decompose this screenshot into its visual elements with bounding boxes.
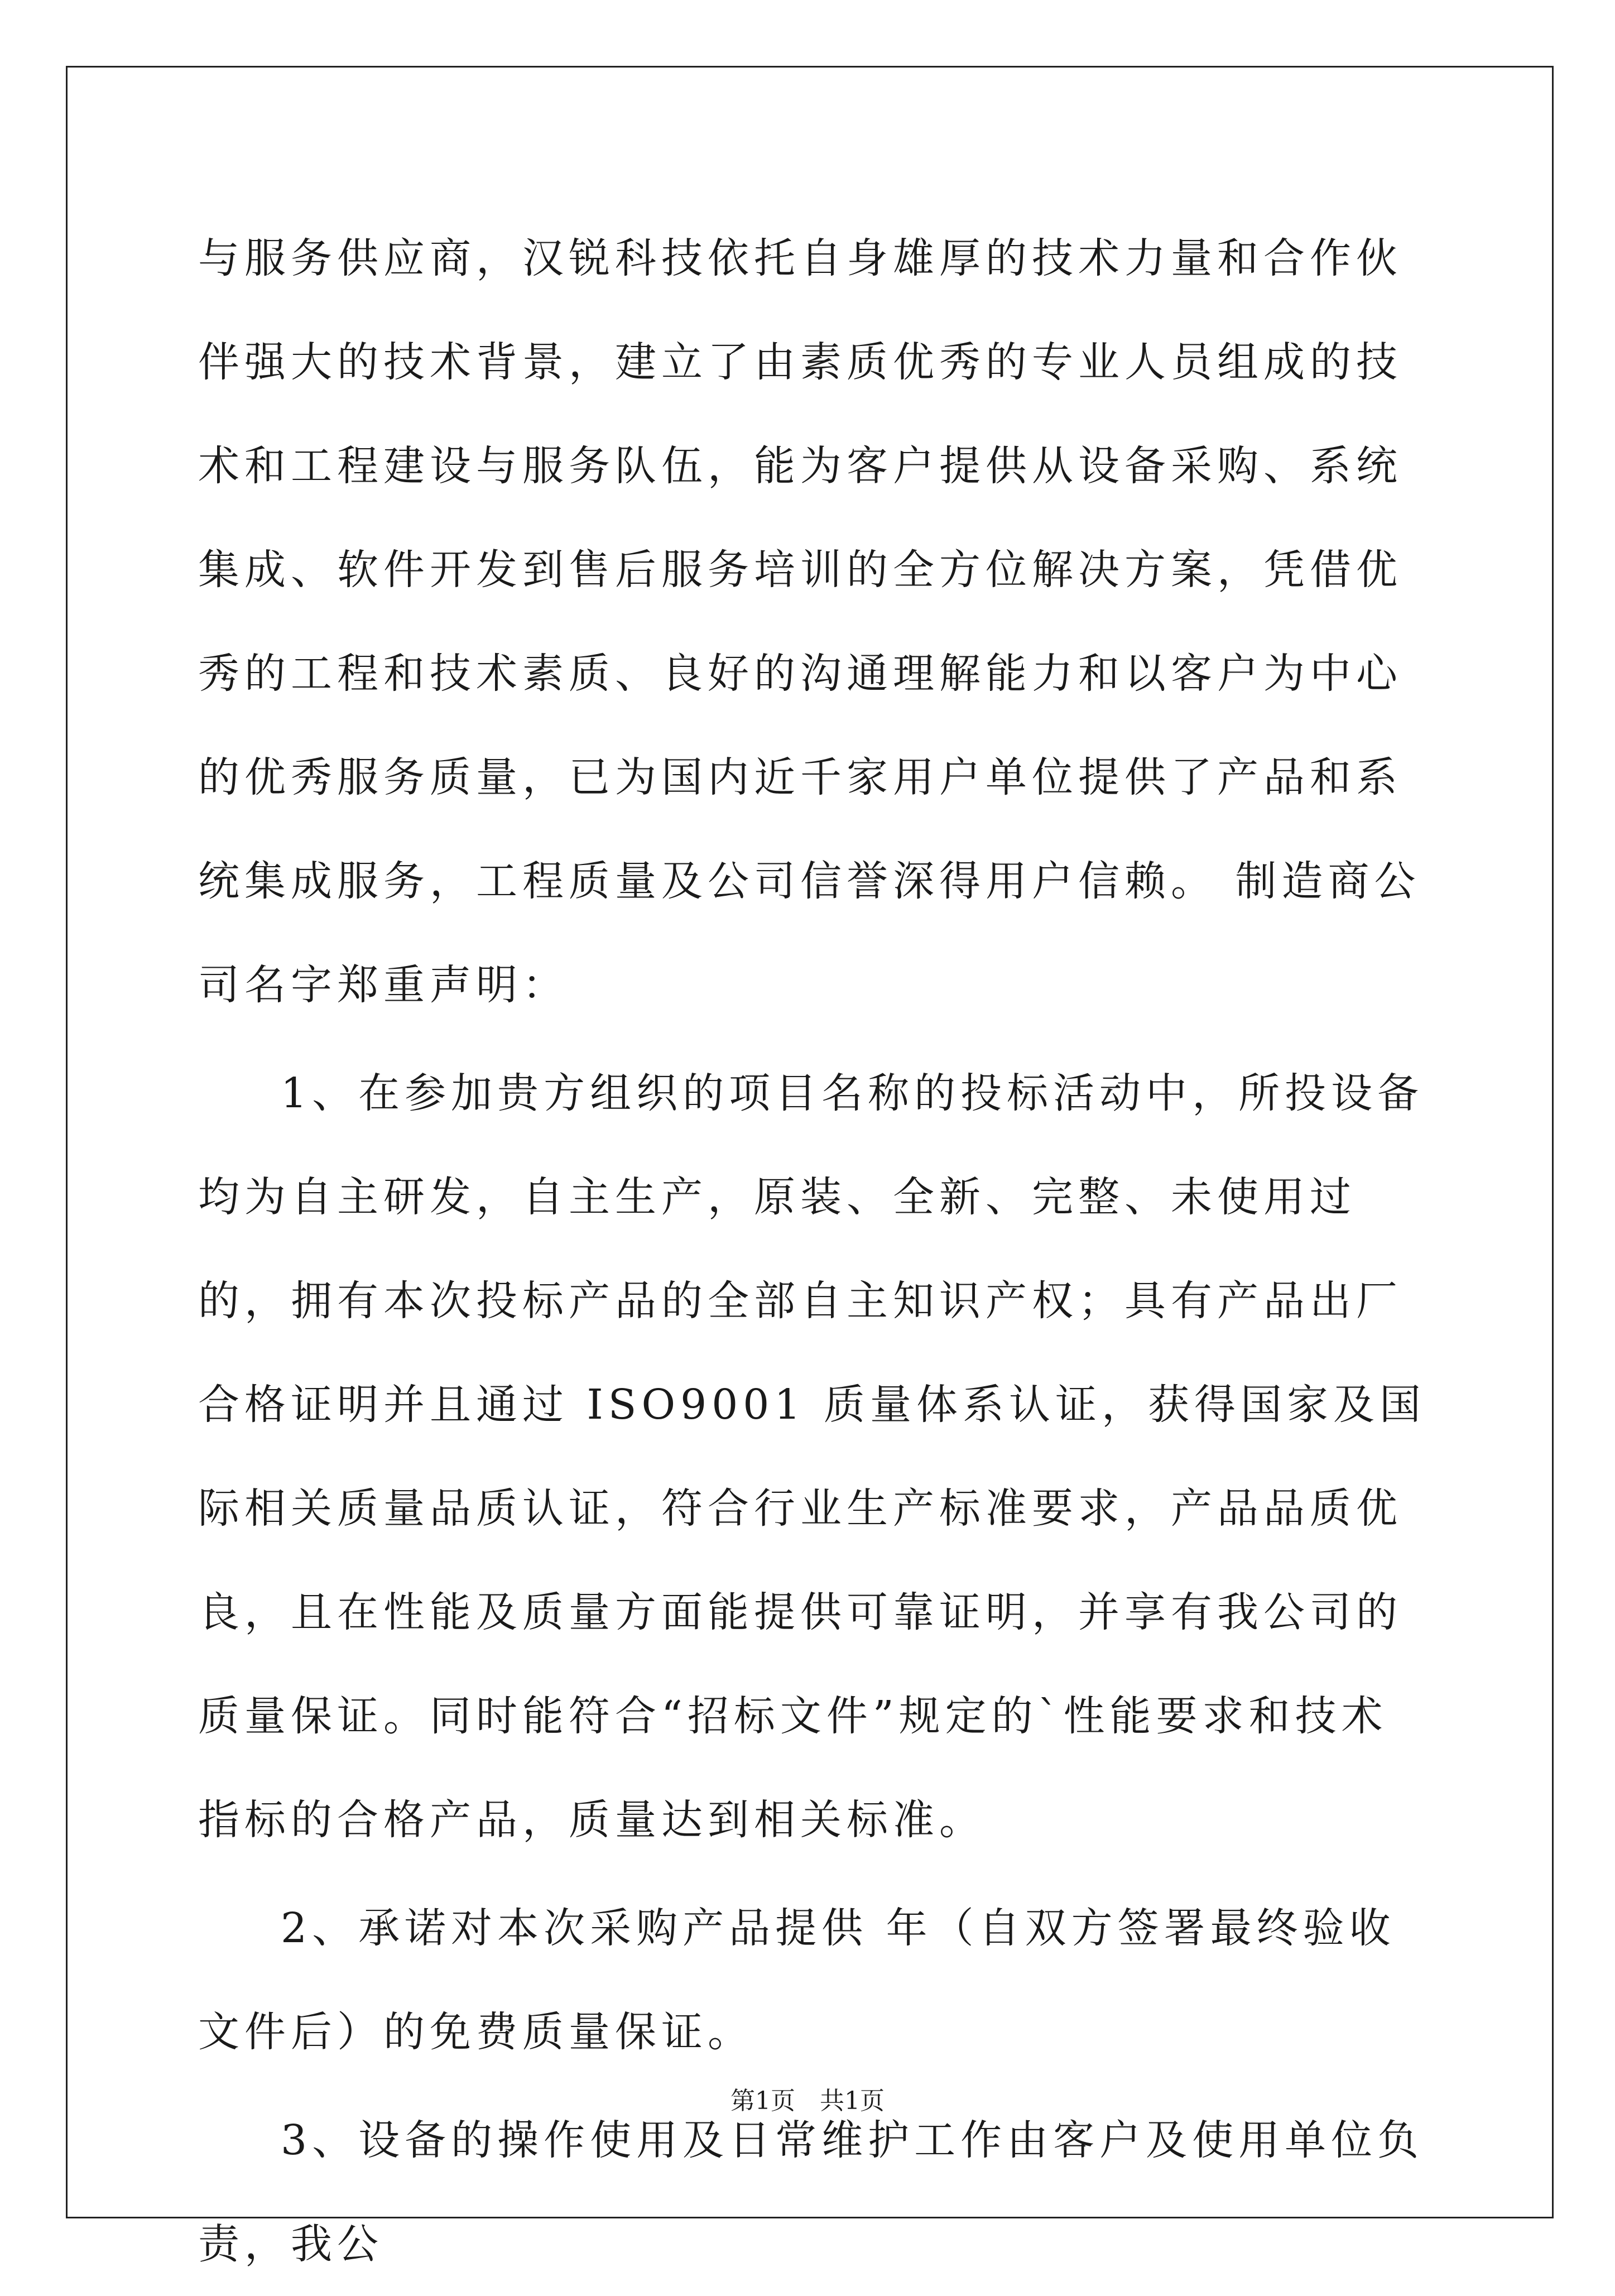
paragraph-item-3: 3、设备的操作使用及日常维护工作由客户及使用单位负责，我公 <box>198 2116 1424 2268</box>
document-body <box>198 206 1426 2296</box>
paragraph-company-intro: 与服务供应商，汉锐科技依托自身雄厚的技术力量和合作伙伴强大的技术背景，建立了由素质优秀的专业人员组成的技术和工程建设与服务队伍，能为客户提供从设备采购、系统集成、软件开发到售后服务培训的全方位解决方案，凭借优秀的工程和技术素质、良好的沟通理解能力和以客户为中心的优秀服务质量，已为国内近千家用户单位提供了产品和系统集成服务，工程质量及公司信誉深得用户信赖。 制造商公司名字郑重声明： <box>198 234 1421 1009</box>
page-footer: 第1页 共1页 <box>730 2087 885 2115</box>
paragraph-item-2: 2、承诺对本次采购产品提供 年（自双方签署最终验收文件后）的免费质量保证。 <box>198 1904 1396 2056</box>
paragraph-item-1: 1、在参加贵方组织的项目名称的投标活动中，所投设备均为自主研发，自主生产，原装、全新、完整、未使用过的，拥有本次投标产品的全部自主知识产权；具有产品出厂合格证明并且通过 ISO9001 质量体系认证，获得国家及国际相关质量品质认证，符合行业生产标准要求，产品品质优良，且在性能及质量方面能提供可靠证明，并享有我公司的质量保证。同时能符合“招标文件”规定的`性能要求和技术指标的合格产品，质量达到相关标准。 <box>198 1069 1426 1844</box>
